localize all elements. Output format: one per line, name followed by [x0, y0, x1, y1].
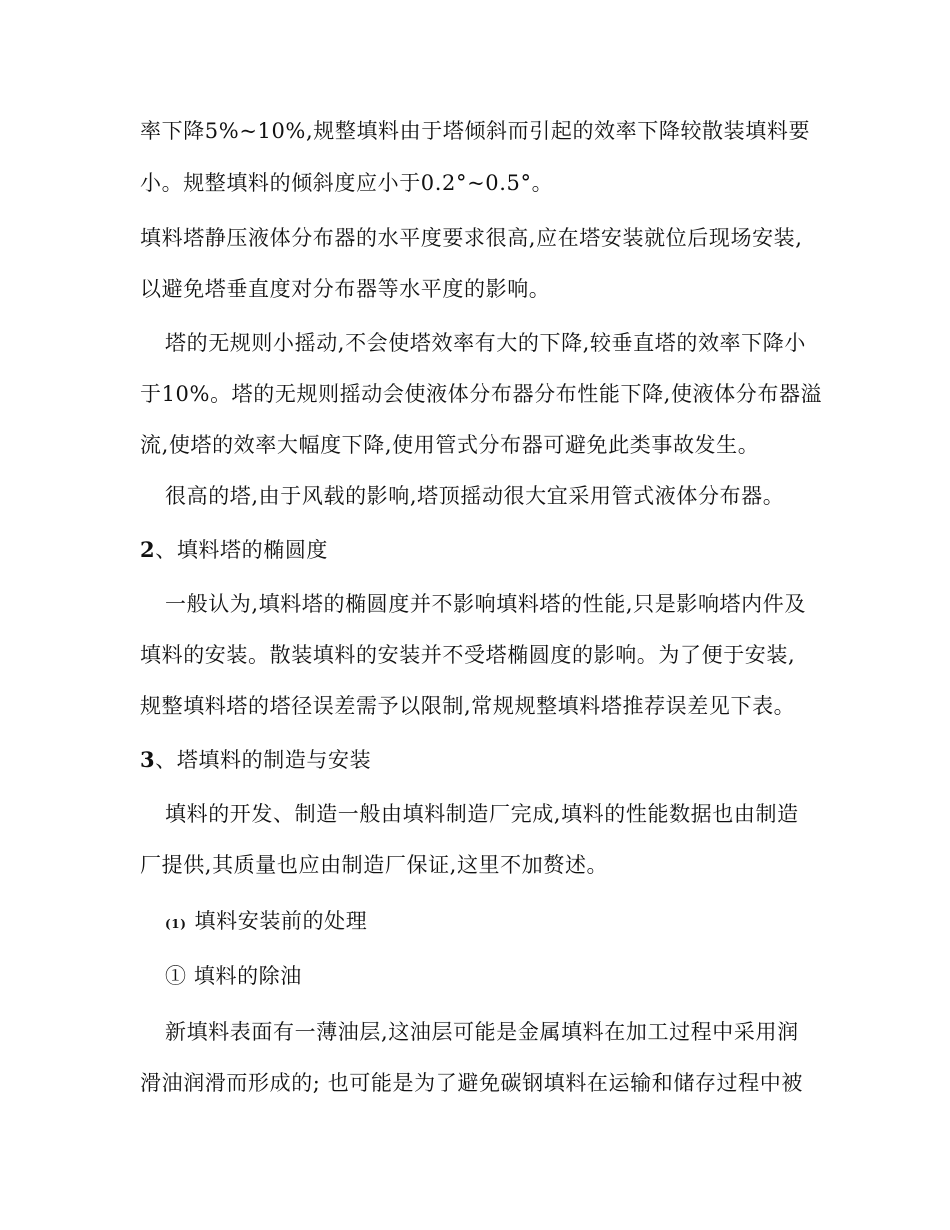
- paragraph-line: 填料的开发、制造一般由填料制造厂完成,填料的性能数据也由制造: [165, 802, 799, 826]
- paragraph-line: 小。规整填料的倾斜度应小于0.2°~0.5°。: [140, 171, 554, 195]
- section-title: 、塔填料的制造与安装: [155, 748, 372, 772]
- section-number: 3: [140, 747, 156, 772]
- paragraph-line: 塔的无规则小摇动,不会使塔效率有大的下降,较垂直塔的效率下降小: [165, 331, 806, 355]
- paragraph-line: 厂提供,其质量也应由制造厂保证,这里不加赘述。: [140, 853, 609, 877]
- paragraph-line: 填料塔静压液体分布器的水平度要求很高,应在塔安装就位后现场安装,: [140, 226, 803, 250]
- subsection-title: 填料安装前的处理: [194, 909, 368, 933]
- paragraph-line: 流,使塔的效率大幅度下降,使用管式分布器可避免此类事故发生。: [140, 433, 760, 457]
- paragraph-line: 填料的安装。散装填料的安装并不受塔椭圆度的影响。为了便于安装,: [140, 643, 796, 667]
- paragraph-line: 很高的塔,由于风载的影响,塔顶摇动很大宜采用管式液体分布器。: [165, 484, 785, 508]
- section-heading-3: [140, 746, 371, 774]
- paragraph-line: 滑油润滑而形成的; 也可能是为了避免碳钢填料在运输和储存过程中被: [140, 1071, 803, 1095]
- paragraph-line: 于10%。塔的无规则摇动会使液体分布器分布性能下降,使液体分布器溢: [140, 382, 823, 406]
- paragraph-line: 一般认为,填料塔的椭圆度并不影响填料塔的性能,只是影响塔内件及: [165, 592, 806, 616]
- subsection-number: (1): [165, 917, 187, 931]
- paragraph-line: 以避免塔垂直度对分布器等水平度的影响。: [140, 277, 551, 301]
- list-item: ① 填料的除油: [165, 964, 302, 988]
- paragraph-line: 规整填料塔的塔径误差需予以限制,常规规整填料塔推荐误差见下表。: [140, 694, 796, 718]
- paragraph-line: 新填料表面有一薄油层,这油层可能是金属填料在加工过程中采用润: [165, 1020, 799, 1044]
- section-heading-2: [140, 536, 328, 564]
- section-title: 、填料塔的椭圆度: [155, 538, 329, 562]
- section-number: 2: [140, 537, 156, 562]
- paragraph-line: 率下降5%~10%,规整填料由于塔倾斜而引起的效率下降较散装填料要: [140, 119, 811, 143]
- subsection-heading: [165, 907, 367, 935]
